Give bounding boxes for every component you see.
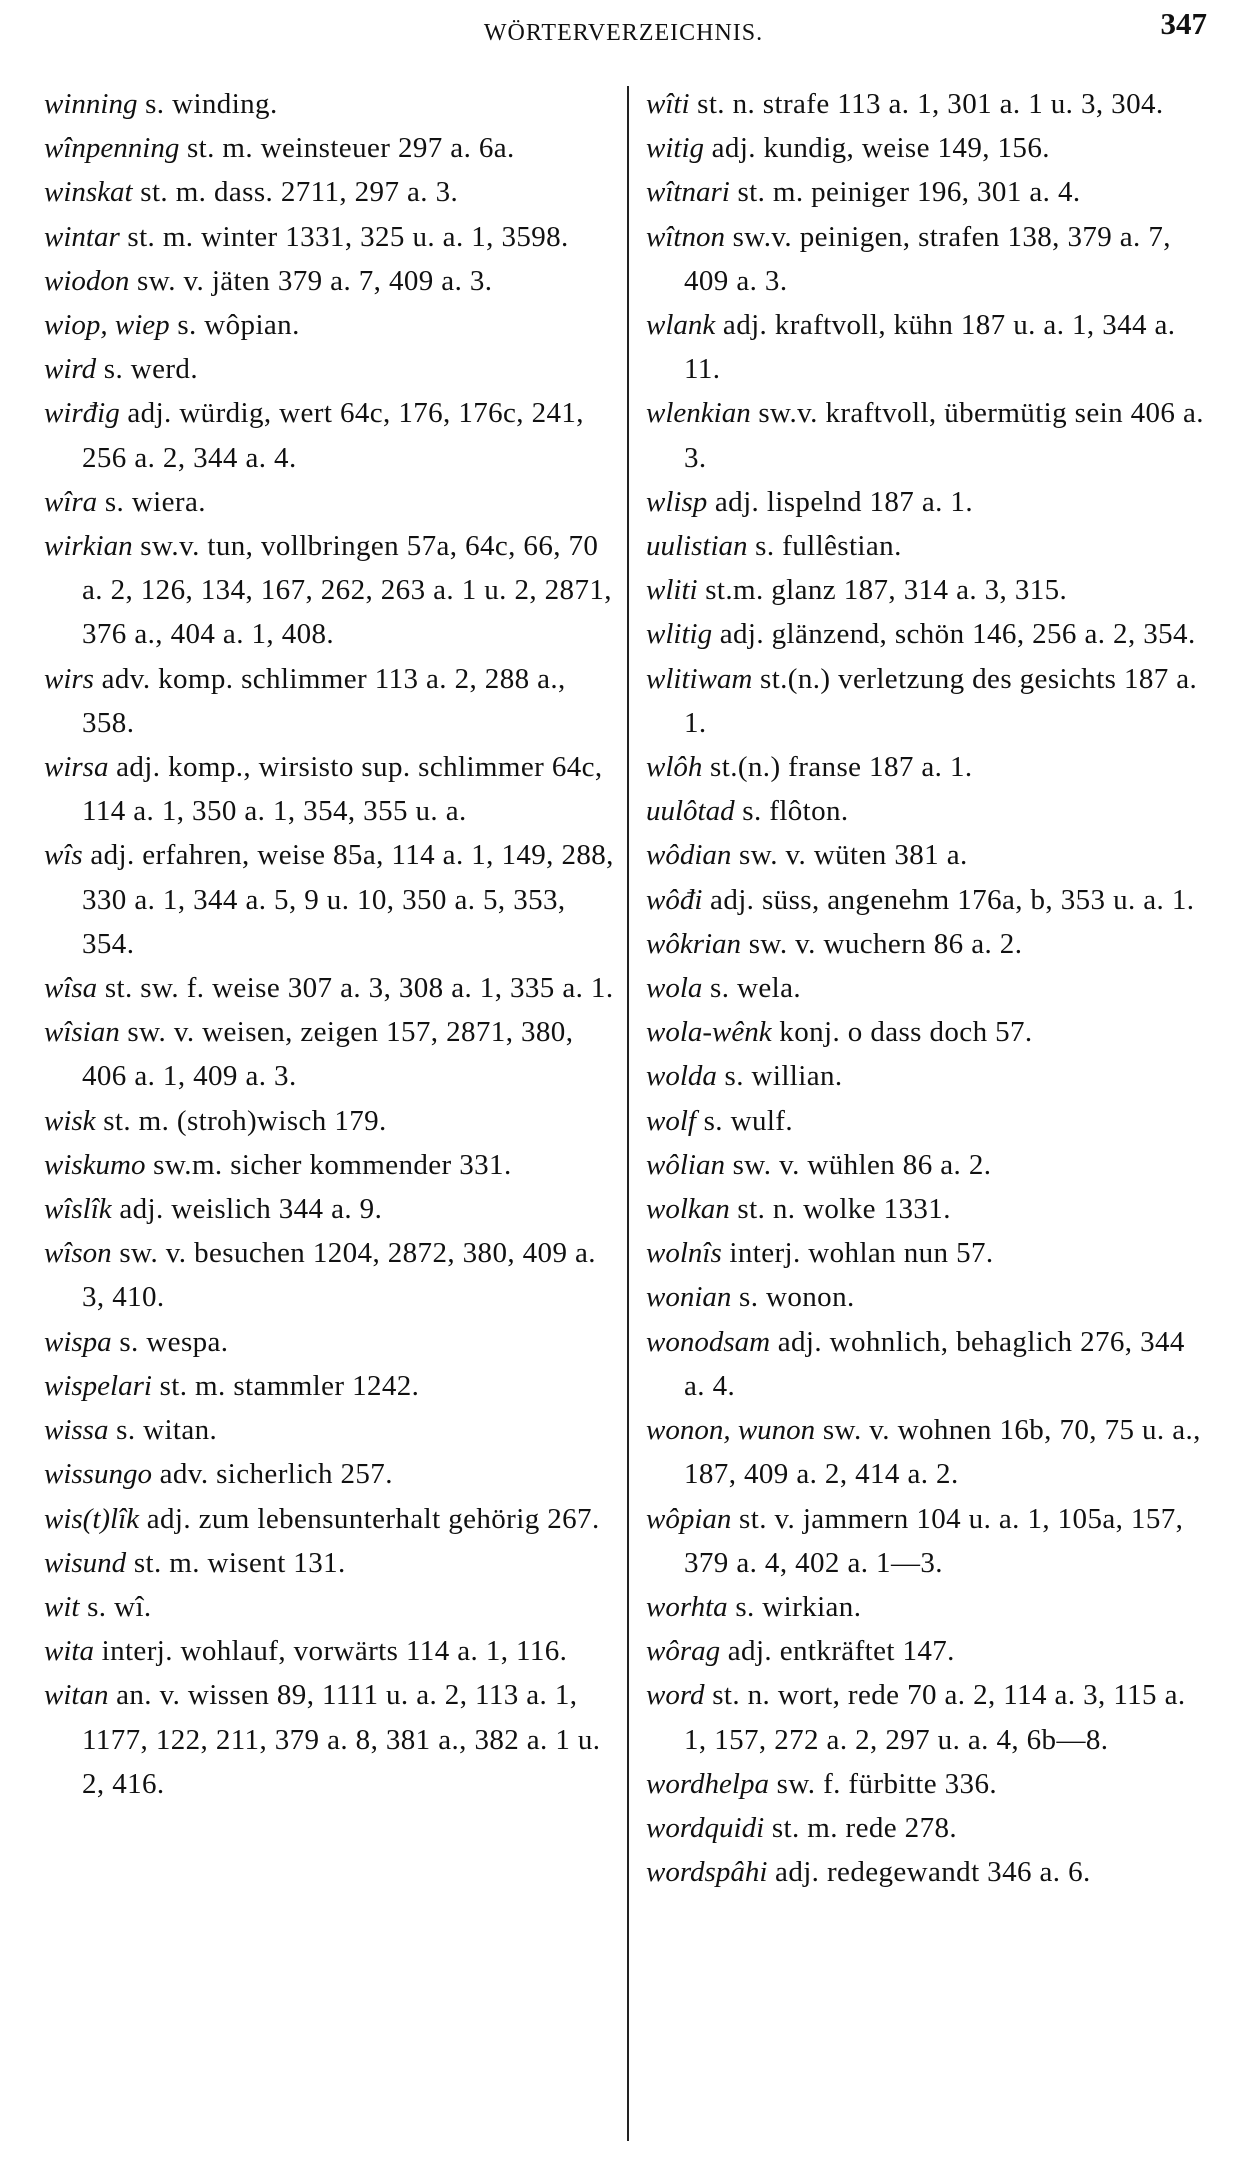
- entry-definition: sw. f. fürbitte 336.: [768, 1767, 997, 1800]
- dictionary-entry: [44, 657, 624, 745]
- dictionary-entry: [44, 1408, 624, 1452]
- entry-definition: adj. redegewandt 346 a. 6.: [767, 1856, 1091, 1889]
- dictionary-entry: [646, 170, 1212, 214]
- dictionary-entry: [44, 1010, 624, 1098]
- dictionary-entry: [44, 82, 624, 126]
- entry-definition: interj. wohlan nun 57.: [721, 1237, 994, 1270]
- entry-definition: st. n. strafe 113 a. 1, 301 a. 1 u. 3, 304.: [689, 88, 1164, 120]
- page-number: 347: [1160, 6, 1207, 41]
- entry-definition: s. werd.: [96, 353, 198, 386]
- entry-definition: adv. komp. schlimmer 113 a. 2, 288 a., 358.: [82, 662, 566, 739]
- entry-definition: adj. würdig, wert 64c, 176, 176c, 241, 256 a. 2, 344 a. 4.: [82, 397, 584, 474]
- entry-definition: st. m. stammler 1242.: [151, 1369, 420, 1402]
- entry-headword: wiskumo: [44, 1148, 146, 1181]
- entry-headword: wîtnari: [646, 176, 730, 209]
- dictionary-entry: [44, 1673, 624, 1806]
- dictionary-entry: [44, 303, 624, 347]
- dictionary-entry: [646, 480, 1212, 524]
- entry-definition: interj. wohlauf, vorwärts 114 a. 1, 116.: [93, 1635, 568, 1668]
- entry-headword: witig: [646, 132, 705, 165]
- entry-definition: s. wôpian.: [169, 309, 300, 342]
- entry-definition: sw. v. jäten 379 a. 7, 409 a. 3.: [129, 264, 493, 297]
- dictionary-entry: [44, 391, 624, 479]
- dictionary-entry: [646, 657, 1212, 745]
- entry-headword: worhta: [646, 1590, 728, 1623]
- entry-definition: sw.v. kraftvoll, übermütig sein 406 a. 3.: [684, 397, 1204, 474]
- entry-headword: wîtnon: [646, 220, 725, 253]
- entry-headword: wola-wênk: [646, 1016, 772, 1049]
- entry-definition: st. m. winter 1331, 325 u. a. 1, 3598.: [119, 220, 569, 253]
- dictionary-entry: [44, 1585, 624, 1629]
- dictionary-entry: [646, 1099, 1212, 1143]
- entry-definition: adj. erfahren, weise 85a, 114 a. 1, 149, 288, 330 a. 1, 344 a. 5, 9 u. 10, 350 a. 5, 353, 354.: [82, 839, 614, 960]
- entry-headword: word: [646, 1679, 705, 1712]
- entry-definition: sw. v. wüten 381 a.: [731, 839, 968, 872]
- entry-definition: st.(n.) verletzung des gesichts 187 a. 1.: [684, 662, 1198, 739]
- dictionary-entry: [646, 966, 1212, 1010]
- entry-definition: st. v. jammern 104 u. a. 1, 105a, 157, 379 a. 4, 402 a. 1—3.: [684, 1502, 1184, 1579]
- column-divider: [627, 86, 629, 2141]
- dictionary-entry: [646, 1275, 1212, 1319]
- entry-headword: wissungo: [44, 1458, 152, 1491]
- dictionary-entry: [646, 922, 1212, 966]
- dictionary-entry: [646, 833, 1212, 877]
- dictionary-entry: [44, 1541, 624, 1585]
- entry-headword: wôđi: [646, 883, 703, 916]
- entry-definition: adj. kraftvoll, kühn 187 u. a. 1, 344 a. 11.: [684, 309, 1176, 386]
- entry-definition: sw. v. wohnen 16b, 70, 75 u. a., 187, 409 a. 2, 414 a. 2.: [684, 1414, 1201, 1491]
- entry-definition: st. m. rede 278.: [764, 1811, 958, 1844]
- dictionary-entry: [44, 833, 624, 966]
- entry-definition: s. wî.: [79, 1590, 152, 1623]
- entry-headword: uulistian: [646, 530, 748, 563]
- entry-definition: an. v. wissen 89, 1111 u. a. 2, 113 a. 1, 1177, 122, 211, 379 a. 8, 381 a., 382 a. 1 u. 2, 416.: [82, 1679, 601, 1800]
- dictionary-entry: [44, 1364, 624, 1408]
- dictionary-entry: [646, 303, 1212, 391]
- entry-definition: adj. zum lebensunterhalt gehörig 267.: [139, 1502, 600, 1535]
- running-head: WÖRTERVERZEICHNIS.: [483, 20, 764, 46]
- dictionary-entry: [646, 1231, 1212, 1275]
- entry-headword: wonon, wunon: [646, 1414, 816, 1447]
- entry-headword: wlôh: [646, 751, 703, 784]
- entry-headword: wonodsam: [646, 1325, 771, 1358]
- dictionary-entry: [44, 170, 624, 214]
- entry-definition: s. winding.: [137, 88, 278, 120]
- dictionary-entry: [646, 612, 1212, 656]
- entry-definition: adj. lispelnd 187 a. 1.: [707, 485, 973, 518]
- dictionary-entry: [646, 1629, 1212, 1673]
- entry-definition: s. wonon.: [731, 1281, 855, 1314]
- entry-headword: wirđig: [44, 397, 120, 430]
- dictionary-entry: [44, 1452, 624, 1496]
- entry-definition: sw.v. tun, vollbringen 57a, 64c, 66, 70 a. 2, 126, 134, 167, 262, 263 a. 1 u. 2, 2871, 376 a., 404 a. 1, 408.: [82, 530, 612, 651]
- dictionary-entry: [646, 215, 1212, 303]
- entry-definition: st. m. peiniger 196, 301 a. 4.: [729, 176, 1081, 209]
- entry-headword: wôdian: [646, 839, 732, 872]
- entry-headword: wiop, wiep: [44, 309, 170, 342]
- entry-definition: sw.m. sicher kommender 331.: [145, 1148, 512, 1181]
- entry-headword: wôkrian: [646, 927, 742, 960]
- entry-headword: wlank: [646, 309, 716, 342]
- entry-headword: uulôtad: [646, 795, 735, 828]
- entry-definition: st. m. wisent 131.: [126, 1546, 346, 1579]
- entry-headword: wôlian: [646, 1148, 725, 1181]
- dictionary-entry: [44, 1629, 624, 1673]
- entry-headword: wîsa: [44, 972, 98, 1005]
- entry-headword: wolkan: [646, 1193, 730, 1226]
- dictionary-entry: [646, 878, 1212, 922]
- entry-headword: wirsa: [44, 751, 109, 784]
- dictionary-entry: [646, 82, 1212, 126]
- entry-definition: st.(n.) franse 187 a. 1.: [702, 751, 973, 784]
- entry-headword: wiodon: [44, 264, 130, 297]
- entry-definition: adj. glänzend, schön 146, 256 a. 2, 354.: [712, 618, 1196, 651]
- entry-headword: witan: [44, 1679, 109, 1712]
- entry-definition: st. n. wort, rede 70 a. 2, 114 a. 3, 115 a. 1, 157, 272 a. 2, 297 u. a. 4, 6b—8.: [684, 1679, 1186, 1756]
- entry-definition: s. wela.: [702, 972, 802, 1005]
- entry-headword: wliti: [646, 574, 698, 607]
- entry-headword: wordspâhi: [646, 1856, 768, 1889]
- dictionary-entry: [646, 1187, 1212, 1231]
- dictionary-entry: [44, 1497, 624, 1541]
- dictionary-entry: [646, 1673, 1212, 1761]
- entry-headword: wîslîk: [44, 1193, 112, 1226]
- entry-definition: adv. sicherlich 257.: [151, 1458, 393, 1491]
- entry-definition: sw. v. besuchen 1204, 2872, 380, 409 a. 3, 410.: [82, 1237, 596, 1314]
- entry-definition: st. m. (stroh)wisch 179.: [95, 1104, 387, 1137]
- dictionary-entry: [646, 1497, 1212, 1585]
- dictionary-entry: [44, 215, 624, 259]
- entry-definition: konj. o dass doch 57.: [771, 1016, 1033, 1049]
- entry-headword: wôrag: [646, 1635, 721, 1668]
- entry-headword: wînpenning: [44, 132, 180, 165]
- entry-headword: wintar: [44, 220, 120, 253]
- dictionary-entry: [44, 1320, 624, 1364]
- entry-definition: adj. wohnlich, behaglich 276, 344 a. 4.: [684, 1325, 1185, 1402]
- entry-headword: wordhelpa: [646, 1767, 769, 1800]
- entry-definition: sw.v. peinigen, strafen 138, 379 a. 7, 409 a. 3.: [684, 220, 1171, 297]
- dictionary-entry: [646, 568, 1212, 612]
- entry-headword: wolda: [646, 1060, 717, 1093]
- dictionary-entry: [646, 789, 1212, 833]
- dictionary-entry: [44, 524, 624, 657]
- entry-definition: sw. v. weisen, zeigen 157, 2871, 380, 406 a. 1, 409 a. 3.: [82, 1016, 574, 1093]
- entry-headword: wirs: [44, 662, 94, 695]
- entry-headword: wordquidi: [646, 1811, 765, 1844]
- entry-headword: wîsian: [44, 1016, 120, 1049]
- dictionary-entry: [44, 745, 624, 833]
- dictionary-entry: [646, 1850, 1212, 1894]
- entry-headword: wirkian: [44, 530, 133, 563]
- dictionary-entry: [646, 1054, 1212, 1098]
- entry-headword: wlenkian: [646, 397, 751, 430]
- entry-headword: wolf: [646, 1104, 696, 1137]
- entry-definition: s. wulf.: [695, 1104, 794, 1137]
- dictionary-entry: [646, 1762, 1212, 1806]
- entry-definition: s. wiera.: [97, 485, 206, 518]
- dictionary-entry: [646, 524, 1212, 568]
- entry-headword: wisk: [44, 1104, 96, 1137]
- dictionary-entry: [44, 1231, 624, 1319]
- entry-definition: s. wespa.: [111, 1325, 229, 1358]
- dictionary-entry: [646, 1320, 1212, 1408]
- entry-headword: wlitiwam: [646, 662, 753, 695]
- dictionary-entry: [646, 1010, 1212, 1054]
- dictionary-entry: [646, 745, 1212, 789]
- dictionary-entry: [44, 1143, 624, 1187]
- dictionary-entry: [646, 1143, 1212, 1187]
- dictionary-entry: [646, 1585, 1212, 1629]
- dictionary-entry: [44, 966, 624, 1010]
- entry-headword: wispa: [44, 1325, 112, 1358]
- entry-definition: st. n. wolke 1331.: [729, 1193, 951, 1226]
- entry-definition: s. witan.: [108, 1414, 218, 1447]
- entry-definition: sw. v. wuchern 86 a. 2.: [741, 927, 1023, 960]
- dictionary-entry: [44, 1187, 624, 1231]
- dictionary-entry: [646, 391, 1212, 479]
- entry-definition: st.m. glanz 187, 314 a. 3, 315.: [697, 574, 1068, 607]
- dictionary-entry: [646, 1806, 1212, 1850]
- entry-definition: s. willian.: [716, 1060, 843, 1093]
- dictionary-entry: [44, 259, 624, 303]
- entry-headword: wîra: [44, 485, 98, 518]
- entry-headword: wispelari: [44, 1369, 152, 1402]
- entry-definition: adj. kundig, weise 149, 156.: [704, 132, 1050, 165]
- entry-definition: st. m. weinsteuer 297 a. 6a.: [179, 132, 515, 165]
- entry-headword: wîson: [44, 1237, 112, 1270]
- entry-definition: sw. v. wühlen 86 a. 2.: [724, 1148, 992, 1181]
- entry-definition: s. fullêstian.: [747, 530, 902, 563]
- entry-headword: wlisp: [646, 485, 708, 518]
- entry-definition: st. sw. f. weise 307 a. 3, 308 a. 1, 335 a. 1.: [97, 972, 614, 1005]
- dictionary-entry: [646, 126, 1212, 170]
- right-column: [646, 82, 1212, 1894]
- entry-headword: wita: [44, 1635, 94, 1668]
- entry-headword: wolnîs: [646, 1237, 722, 1270]
- entry-headword: wlitig: [646, 618, 713, 651]
- dictionary-entry: [646, 1408, 1212, 1496]
- left-column: [44, 82, 624, 1806]
- entry-definition: adj. weislich 344 a. 9.: [111, 1193, 383, 1226]
- entry-headword: winskat: [44, 176, 133, 209]
- entry-definition: s. flôton.: [734, 795, 849, 828]
- entry-headword: wird: [44, 353, 97, 386]
- entry-headword: wis(t)lîk: [44, 1502, 140, 1535]
- entry-headword: wôpian: [646, 1502, 732, 1535]
- dictionary-entry: [44, 480, 624, 524]
- entry-headword: wîti: [646, 88, 690, 120]
- entry-definition: st. m. dass. 2711, 297 a. 3.: [132, 176, 459, 209]
- dictionary-entry: [44, 1099, 624, 1143]
- entry-headword: wissa: [44, 1414, 109, 1447]
- entry-definition: adj. komp., wirsisto sup. schlimmer 64c, 114 a. 1, 350 a. 1, 354, 355 u. a.: [82, 751, 603, 828]
- entry-headword: wisund: [44, 1546, 127, 1579]
- dictionary-entry: [44, 347, 624, 391]
- entry-headword: wonian: [646, 1281, 732, 1314]
- page-header: [0, 6, 1247, 54]
- entry-definition: adj. süss, angenehm 176a, b, 353 u. a. 1.: [702, 883, 1195, 916]
- dictionary-entry: [44, 126, 624, 170]
- entry-headword: wola: [646, 972, 703, 1005]
- entry-definition: s. wirkian.: [727, 1590, 862, 1623]
- entry-headword: winning: [44, 88, 138, 120]
- entry-headword: wîs: [44, 839, 83, 872]
- entry-definition: adj. entkräftet 147.: [720, 1635, 955, 1668]
- entry-headword: wit: [44, 1590, 80, 1623]
